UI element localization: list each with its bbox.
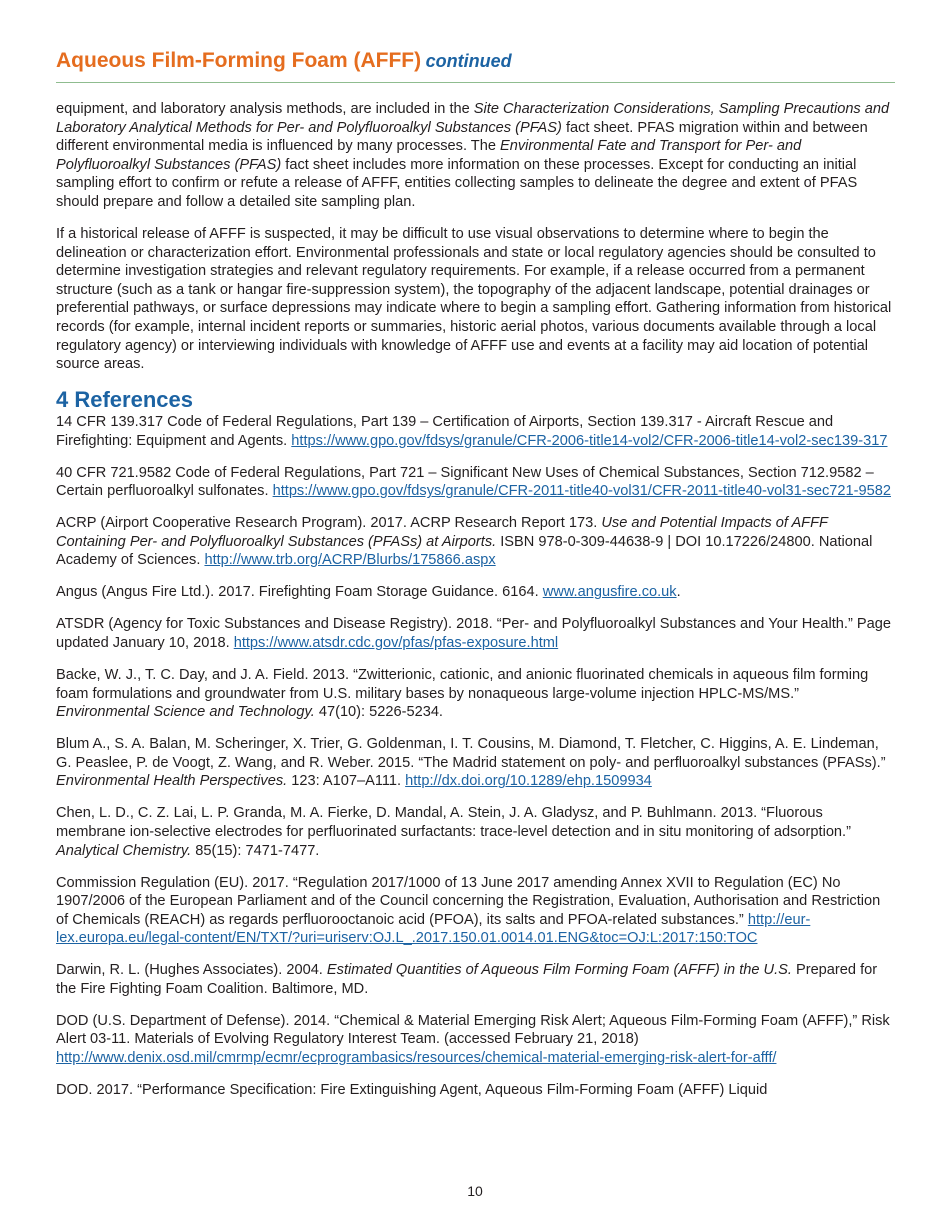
header-title: Aqueous Film-Forming Foam (AFFF) [56,49,422,72]
header-divider [56,82,895,83]
reference-item: 40 CFR 721.9582 Code of Federal Regulations, Part 721 – Significant New Uses of Chemical Substances, Section 712.9582 – Certain perfluoroalkyl sulfonates. https://www.gpo.gov/fdsys/granule/CFR-2011-title40-vol31/CFR-2011-title40-vol31-sec721-9582 [56,464,891,500]
reference-item: DOD. 2017. “Performance Specification: Fire Extinguishing Agent, Aqueous Film-Forming Foam (AFFF) Liquid [56,1082,768,1099]
reference-item: Backe, W. J., T. C. Day, and J. A. Field. 2013. “Zwitterionic, cationic, and anionic fluorinated chemicals in aqueous film forming foam formulations and groundwater from U.S. military bases by nonaqueous large-volume injection HPLC-MS/MS.” Environmental Science and Technology. 47(10): 5226-5234. [56,666,869,721]
reference-link[interactable]: http://eur-lex.europa.eu/legal-content/EN/TXT/?uri=uriserv:OJ.L_.2017.150.01.0014.01.ENG&toc=OJ:L:2017:150:TOC [56,911,811,947]
reference-link[interactable]: https://www.gpo.gov/fdsys/granule/CFR-2011-title40-vol31/CFR-2011-title40-vol31-sec721-9582 [272,483,891,500]
document-body [56,100,895,1113]
paragraph-1: equipment, and laboratory analysis methods, are included in the Site Characterization Considerations, Sampling Precautions and Laboratory Analytical Methods for Per- and Polyfluoroalkyl Substances (PFAS) fact sheet. PFAS migration within and between different environmental media is influenced by many processes. The Environmental Fate and Transport for Per- and Polyfluoroalkyl Substances (PFAS) fact sheet includes more information on these processes. Except for conducting an initial sampling effort to confirm or refute a release of AFFF, entities collecting samples to delineate the degree and extent of PFAS should prepare and follow a detailed site sampling plan. [56,101,890,210]
reference-link[interactable]: http://www.denix.osd.mil/cmrmp/ecmr/ecprogrambasics/resources/chemical-material-emerging-risk-alert-for-afff/ [56,1050,777,1067]
paragraph-2: If a historical release of AFFF is suspected, it may be difficult to use visual observations to determine where to begin the delineation or characterization effort. Environmental professionals and state or local regulatory agencies should be consulted to determine investigation strategies and relevant regulatory requirements. For example, if a release occurred from a permanent structure (such as a tank or hangar fire-suppression system), the topography of the adjacent landscape, potential drainages or preferential pathways, or surface depressions may indicate where to begin a sampling effort. Gathering information from historical records (for example, internal incident reports or summaries, historic aerial photos, various documents available through a local regulatory agency) or interviewing individuals with knowledge of AFFF use and events at a facility may aid location of potential source areas. [56,225,892,373]
page-header [56,49,895,73]
reference-item: Commission Regulation (EU). 2017. “Regulation 2017/1000 of 13 June 2017 amending Annex XVII to Regulation (EC) No 1907/2006 of the European Parliament and of the Council concerning the Registration, Evaluation, Authorisation and Restriction of Chemicals (REACH) as regards perfluorooctanoic acid (PFOA), its salts and PFOA-related substances.” http://eur-lex.europa.eu/legal-content/EN/TXT/?uri=uriserv:OJ.L_.2017.150.01.0014.01.ENG&toc=OJ:L:2017:150:TOC [56,874,881,947]
reference-item: Blum A., S. A. Balan, M. Scheringer, X. Trier, G. Goldenman, I. T. Cousins, M. Diamond, T. Fletcher, C. Higgins, A. E. Lindeman, G. Peaslee, P. de Voogt, Z. Wang, and R. Weber. 2015. “The Madrid statement on poly- and perfluoroalkyl substances (PFASs).” Environmental Health Perspectives. 123: A107–A111. http://dx.doi.org/10.1289/ehp.1509934 [56,736,886,790]
reference-item: Chen, L. D., C. Z. Lai, L. P. Granda, M. A. Fierke, D. Mandal, A. Stein, J. A. Gladysz, and P. Buhlmann. 2013. “Fluorous membrane ion-selective electrodes for perfluorinated surfactants: trace-level detection and in situ monitoring of adsorption.” Analytical Chemistry. 85(15): 7471-7477. [56,805,851,859]
page-number: 10 [467,1183,483,1199]
reference-item: Darwin, R. L. (Hughes Associates). 2004. Estimated Quantities of Aqueous Film Forming Foam (AFFF) in the U.S. Prepared for the Fire Fighting Foam Coalition. Baltimore, MD. [56,962,878,997]
reference-link[interactable]: http://dx.doi.org/10.1289/ehp.1509934 [405,773,652,790]
reference-link[interactable]: https://www.gpo.gov/fdsys/granule/CFR-2006-title14-vol2/CFR-2006-title14-vol2-sec139-317 [291,432,888,449]
reference-item: DOD (U.S. Department of Defense). 2014. “Chemical & Material Emerging Risk Alert; Aqueous Film-Forming Foam (AFFF),” Risk Alert 03-11. Materials of Evolving Regulatory Interest Team. (accessed February 21, 2018) http://www.denix.osd.mil/cmrmp/ecmr/ecprogrambasics/resources/chemical-material-emerging-risk-alert-for-afff/ [56,1012,890,1067]
reference-item: 14 CFR 139.317 Code of Federal Regulations, Part 139 – Certification of Airports, Section 139.317 - Aircraft Rescue and Firefighting: Equipment and Agents. https://www.gpo.gov/fdsys/granule/CFR-2006-title14-vol2/CFR-2006-title14-vol2-sec139-317 [56,414,888,449]
reference-item: Angus (Angus Fire Ltd.). 2017. Firefighting Foam Storage Guidance. 6164. www.angusfire.co.uk. [56,584,681,601]
reference-item: ACRP (Airport Cooperative Research Program). 2017. ACRP Research Report 173. Use and Potential Impacts of AFFF Containing Per- and Polyfluoroalkyl Substances (PFASs) at Airports. ISBN 978-0-309-44638-9 | DOI 10.17226/24800. National Academy of Sciences. http://www.trb.org/ACRP/Blurbs/175866.aspx [56,515,873,569]
header-continued: continued [425,51,512,71]
reference-link[interactable]: https://www.atsdr.cdc.gov/pfas/pfas-exposure.html [233,635,559,651]
reference-link[interactable]: http://www.trb.org/ACRP/Blurbs/175866.aspx [204,552,496,569]
reference-item: ATSDR (Agency for Toxic Substances and Disease Registry). 2018. “Per- and Polyfluoroalkyl Substances and Your Health.” Page updated January 10, 2018. https://www.atsdr.cdc.gov/pfas/pfas-exposure.html [56,616,891,651]
reference-link[interactable]: www.angusfire.co.uk [542,584,677,601]
references-heading: 4 References [56,387,193,413]
